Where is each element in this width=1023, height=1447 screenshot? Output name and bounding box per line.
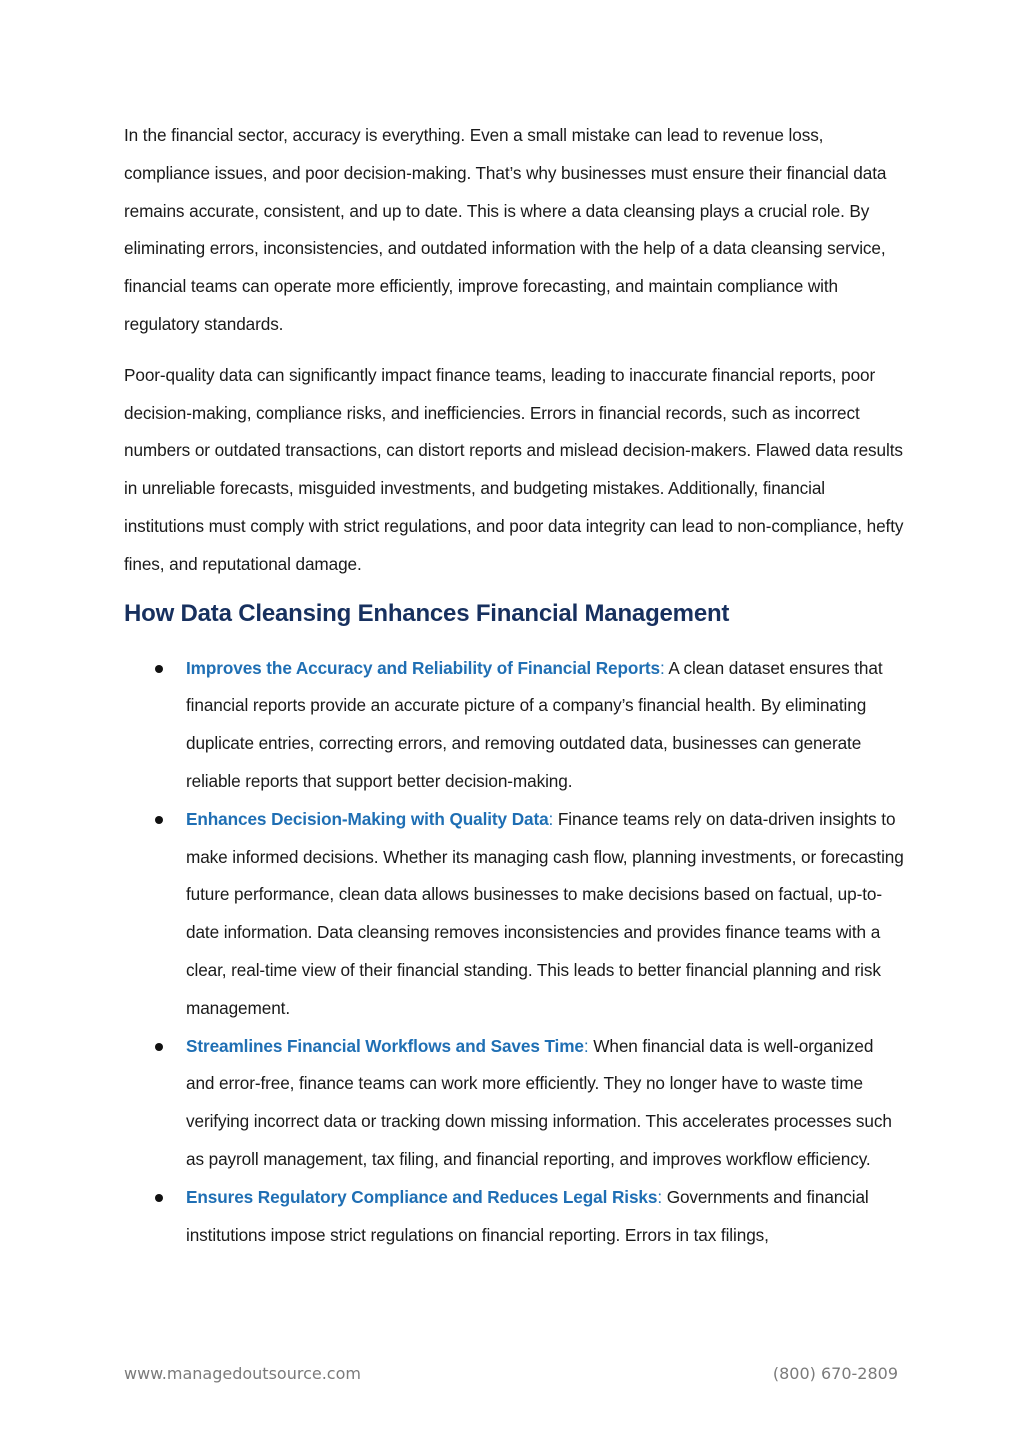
- list-item-text: A clean dataset ensures that financial reports provide an accurate picture of a company’s financial health. By eliminating duplicate entries, correcting errors, and removing outdated data, businesses can generate reliable reports that support better decision-making.: [186, 657, 883, 791]
- impact-paragraph: Poor-quality data can significantly impact finance teams, leading to inaccurate financial reports, poor decision-making, compliance risks, and inefficiencies. Errors in financial records, such as incorrect numbers or outdated transactions, can distort reports and mislead decision-makers. Flawed data results in unreliable forecasts, misguided investments, and budgeting mistakes. Additionally, financial institutions must comply with strict regulations, and poor data integrity can lead to non-compliance, hefty fines, and reputational damage.: [124, 364, 904, 574]
- list-item-colon: :: [660, 657, 665, 678]
- footer-phone: (800) 670-2809: [772, 1364, 898, 1383]
- list-item-text: Finance teams rely on data-driven insights to make informed decisions. Whether its managing cash flow, planning investments, or forecasting future performance, clean data allows businesses to make decisions based on factual, up-to-date information. Data cleansing removes inconsistencies and provides finance teams with a clear, real-time view of their financial standing. This leads to better financial planning and risk management.: [186, 808, 904, 1018]
- list-item-title: Streamlines Financial Workflows and Saves Time: [186, 1035, 584, 1056]
- list-item-title: Improves the Accuracy and Reliability of Financial Reports: [186, 657, 660, 678]
- list-item-title: Ensures Regulatory Compliance and Reduces Legal Risks: [186, 1186, 658, 1207]
- intro-paragraph: In the financial sector, accuracy is everything. Even a small mistake can lead to revenue loss, compliance issues, and poor decision-making. That’s why businesses must ensure their financial data remains accurate, consistent, and up to date. This is where a data cleansing plays a crucial role. By eliminating errors, inconsistencies, and outdated information with the help of a data cleansing service, financial teams can operate more efficiently, improve forecasting, and maintain compliance with regulatory standards.: [124, 125, 887, 334]
- list-item: [124, 650, 904, 801]
- bullet-icon: [155, 816, 163, 824]
- list-item-colon: :: [548, 808, 554, 829]
- list-item: [124, 801, 904, 1028]
- footer-website-link[interactable]: www.managedoutsource.com: [124, 1364, 361, 1383]
- list-item-colon: :: [657, 1186, 663, 1207]
- list-item-title: Enhances Decision-Making with Quality Data: [186, 808, 549, 829]
- benefits-list: [124, 650, 904, 1255]
- section-heading: How Data Cleansing Enhances Financial Management: [124, 599, 730, 627]
- bullet-icon: [155, 665, 163, 673]
- list-item-colon: :: [583, 1035, 589, 1056]
- list-item: [124, 1028, 904, 1179]
- page-footer: [124, 1364, 898, 1390]
- list-item-text: Governments and financial institutions impose strict regulations on financial reporting. Errors in tax filings,: [186, 1186, 869, 1245]
- bullet-icon: [155, 1043, 163, 1051]
- document-page: [124, 117, 904, 1254]
- list-item: [124, 1179, 904, 1255]
- bullet-icon: [155, 1194, 163, 1202]
- list-item-text: When financial data is well-organized and error-free, finance teams can work more efficiently. They no longer have to waste time verifying incorrect data or tracking down missing information. This accelerates processes such as payroll management, tax filing, and financial reporting, and improves workflow efficiency.: [186, 1035, 892, 1169]
